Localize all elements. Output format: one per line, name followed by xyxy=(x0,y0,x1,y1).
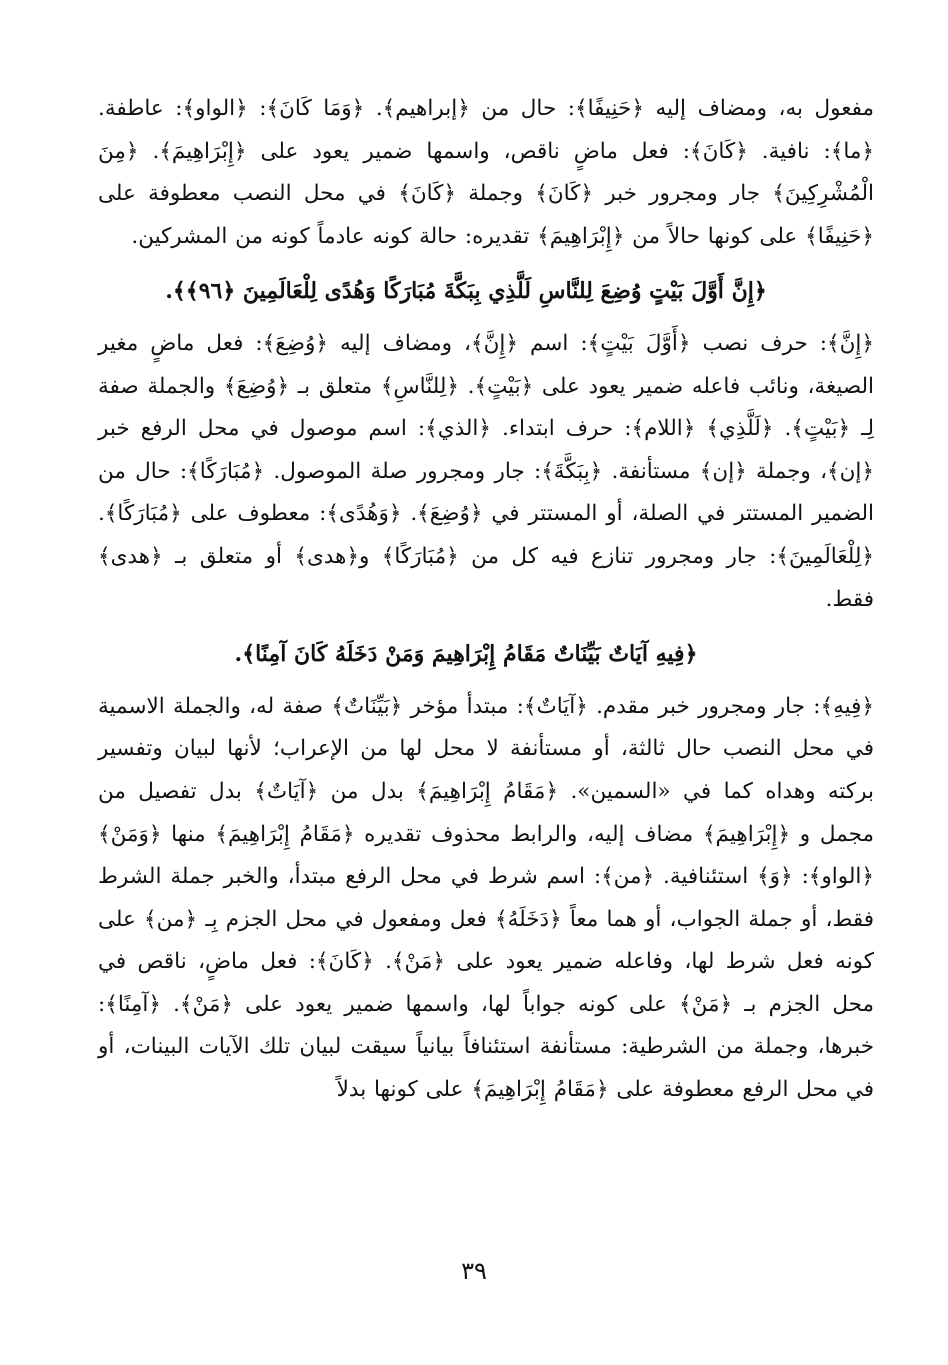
page-body xyxy=(98,88,874,1112)
spacer xyxy=(98,621,874,633)
spacer xyxy=(98,313,874,323)
paragraph-3: ﴿فِيهِ﴾: جار ومجرور خبر مقدم. ﴿آيَاتٌ﴾: مبتدأ مؤخر ﴿بَيِّنَاتٌ﴾ صفة له، والجملة الاسمية في محل النصب حال ثالثة، أو مستأنفة لا محل لها من الإعراب؛ لأنها لبيان وتفسير بركته وهداه كما في «السمين». ﴿مَقَامُ إِبْرَاهِيمَ﴾ بدل من ﴿آيَاتٌ﴾ بدل تفصيل من مجمل و ﴿إِبْرَاهِيمَ﴾ مضاف إليه، والرابط محذوف تقديره ﴿مَقَامُ إِبْرَاهِيمَ﴾ منها ﴿وَمَنْ﴾ ﴿الواو﴾: ﴿وَ﴾ استئنافية. ﴿من﴾: اسم شرط في محل الرفع مبتدأ، والخبر جملة الشرط فقط، أو جملة الجواب، أو هما معاً ﴿دَخَلَهُ﴾ فعل ومفعول في محل الجزم بِـ ﴿من﴾ على كونه فعل شرط لها، وفاعله ضمير يعود على ﴿مَنْ﴾. ﴿كَانَ﴾: فعل ماضٍ، ناقص في محل الجزم بـ ﴿مَنْ﴾ على كونه جواباً لها، واسمها ضمير يعود على ﴿مَنْ﴾. ﴿آمِنًا﴾: خبرها، وجملة من الشرطية: مستأنفة استئنافاً بيانياً سيقت لبيان تلك الآيات البينات، أو في محل الرفع معطوفة على ﴿مَقَامُ إِبْرَاهِيمَ﴾ على كونها بدلاً xyxy=(98,693,874,1103)
quran-verse-97: ﴿فِيهِ آيَاتٌ بَيِّنَاتٌ مَقَامُ إِبْرَاهِيمَ وَمَنْ دَخَلَهُ كَانَ آمِنًا﴾. xyxy=(234,641,698,668)
paragraph-2: ﴿إِنَّ﴾: حرف نصب ﴿أَوَّلَ بَيْتٍ﴾: اسم ﴿إِنَّ﴾، ومضاف إليه ﴿وُضِعَ﴾: فعل ماضٍ مغير الصيغة، ونائب فاعله ضمير يعود على ﴿بَيْتٍ﴾. ﴿لِلنَّاسِ﴾ متعلق بـ ﴿وُضِعَ﴾ والجملة صفة لِـ ﴿بَيْتٍ﴾. ﴿لَلَّذِي﴾ ﴿اللام﴾: حرف ابتداء. ﴿الذي﴾: اسم موصول في محل الرفع خبر ﴿إن﴾، وجملة ﴿إن﴾ مستأنفة. ﴿بِبَكَّةَ﴾: جار ومجرور صلة الموصول. ﴿مُبَارَكًا﴾: حال من الضمير المستتر في الصلة، أو المستتر في ﴿وُضِعَ﴾. ﴿وَهُدًى﴾: معطوف على ﴿مُبَارَكًا﴾. ﴿لِلْعَالَمِينَ﴾: جار ومجرور تنازع فيه كل من ﴿مُبَارَكًا﴾ و﴿هدى﴾ أو متعلق بـ ﴿هدى﴾ فقط. xyxy=(98,330,874,612)
spacer xyxy=(98,258,874,270)
spacer xyxy=(98,676,874,686)
paragraph-1: مفعول به، ومضاف إليه ﴿حَنِيفًا﴾: حال من ﴿إبراهيم﴾. ﴿وَمَا كَانَ﴾: ﴿الواو﴾: عاطفة. ﴿ما﴾: نافية. ﴿كَانَ﴾: فعل ماضٍ ناقص، واسمها ضمير يعود على ﴿إِبْرَاهِيمَ﴾. ﴿مِنَ الْمُشْرِكِينَ﴾ جار ومجرور خبر ﴿كَانَ﴾ وجملة ﴿كَانَ﴾ في محل النصب معطوفة على ﴿حَنِيفًا﴾ على كونها حالاً من ﴿إِبْرَاهِيمَ﴾ تقديره: حالة كونه عادماً كونه من المشركين. xyxy=(98,96,874,249)
quran-verse-96: ﴿إِنَّ أَوَّلَ بَيْتٍ وُضِعَ لِلنَّاسِ لَلَّذِي بِبَكَّةَ مُبَارَكًا وَهُدًى لِلْعَالَمِينَ ﴿٩٦﴾﴾. xyxy=(165,278,767,305)
page-number: ٣٩ xyxy=(461,1257,487,1285)
